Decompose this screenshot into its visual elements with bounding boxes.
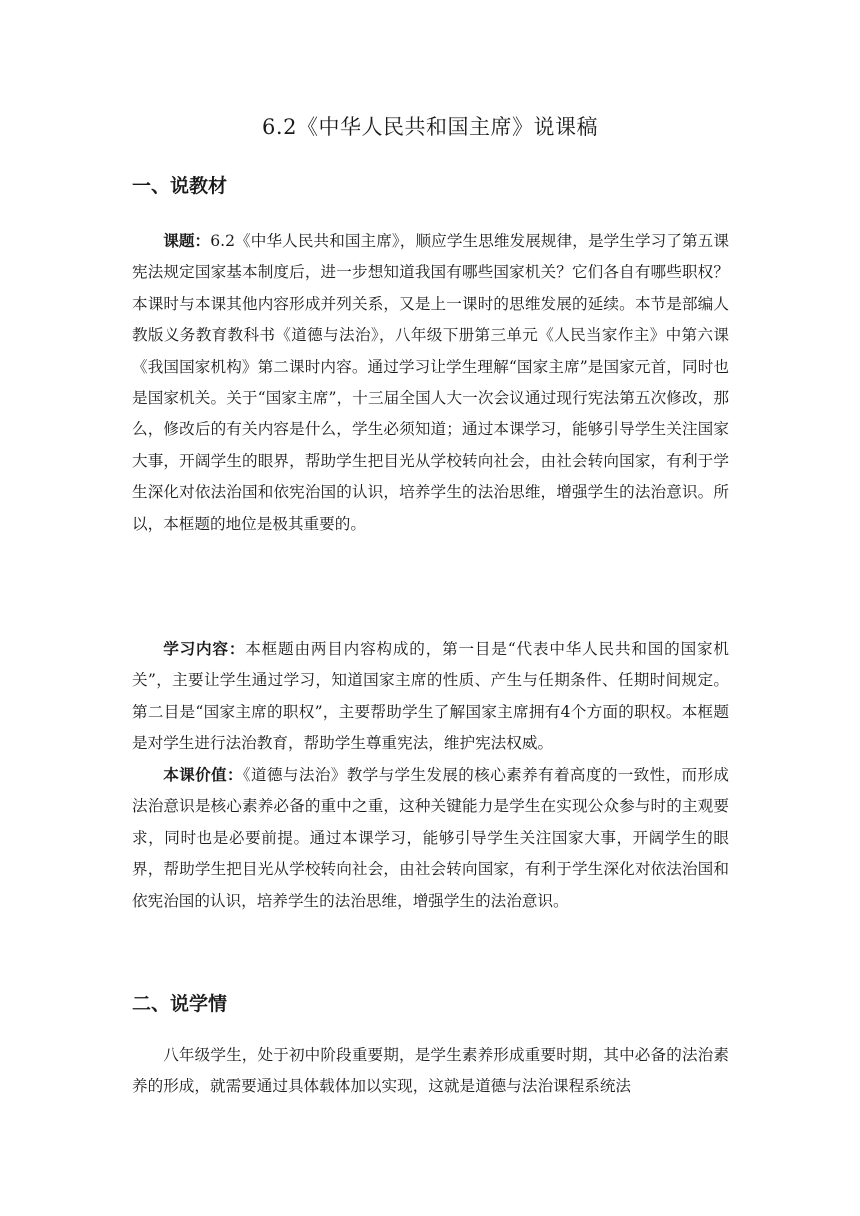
- section-heading-students: 二、说学情: [132, 993, 228, 1015]
- paragraph-value: [132, 760, 729, 917]
- paragraph-topic: [132, 226, 729, 540]
- paragraph-students: [132, 1040, 729, 1103]
- paragraph-content: [132, 634, 729, 760]
- document-title: 6.2《中华人民共和国主席》说课稿: [262, 115, 598, 139]
- section-heading-textbook: 一、说教材: [132, 175, 228, 197]
- paragraph-lead-content: 学习内容：: [163, 640, 246, 658]
- paragraph-lead-value: 本课价值：: [163, 766, 243, 784]
- paragraph-body-students: 八年级学生，处于初中阶段重要期，是学生素养形成重要时期，其中必备的法治素养的形成，就需要通过具体载体加以实现，这就是道德与法治课程系统法: [132, 1046, 729, 1096]
- paragraph-body-topic: 6.2《中华人民共和国主席》，顺应学生思维发展规律，是学生学习了第五课宪法规定国家基本制度后，进一步想知道我国有哪些国家机关？它们各自有哪些职权？本课时与本课其他内容形成并列关系，又是上一课时的思维发展的延续。本节是部编人教版义务教育教科书《道德与法治》，八年级下册第三单元《人民当家作主》中第六课《我国国家机构》第二课时内容。通过学习让学生理解“国家主席”是国家元首，同时也是国家机关。关于“国家主席”，十三届全国人大一次会议通过现行宪法第五次修改，那么，修改后的有关内容是什么，学生必须知道；通过本课学习，能够引导学生关注国家大事，开阔学生的眼界，帮助学生把目光从学校转向社会，由社会转向国家，有利于学生深化对依法治国和依宪治国的认识，培养学生的法治思维，增强学生的法治意识。所以，本框题的地位是极其重要的。: [132, 232, 729, 533]
- paragraph-body-value: 《道德与法治》教学与学生发展的核心素养有着高度的一致性，而形成法治意识是核心素养必备的重中之重，这种关键能力是学生在实现公众参与时的主观要求，同时也是必要前提。通过本课学习，能够引导学生关注国家大事，开阔学生的眼界，帮助学生把目光从学校转向社会，由社会转向国家，有利于学生深化对依法治国和依宪治国的认识，培养学生的法治思维，增强学生的法治意识。: [132, 766, 729, 910]
- paragraph-lead-topic: 课题：: [163, 232, 211, 250]
- paragraph-body-content: 本框题由两目内容构成的，第一目是“代表中华人民共和国的国家机关”，主要让学生通过学习，知道国家主席的性质、产生与任期条件、任期时间规定。第二目是“国家主席的职权”，主要帮助学生了解国家主席拥有4个方面的职权。本框题是对学生进行法治教育，帮助学生尊重宪法，维护宪法权威。: [132, 640, 729, 753]
